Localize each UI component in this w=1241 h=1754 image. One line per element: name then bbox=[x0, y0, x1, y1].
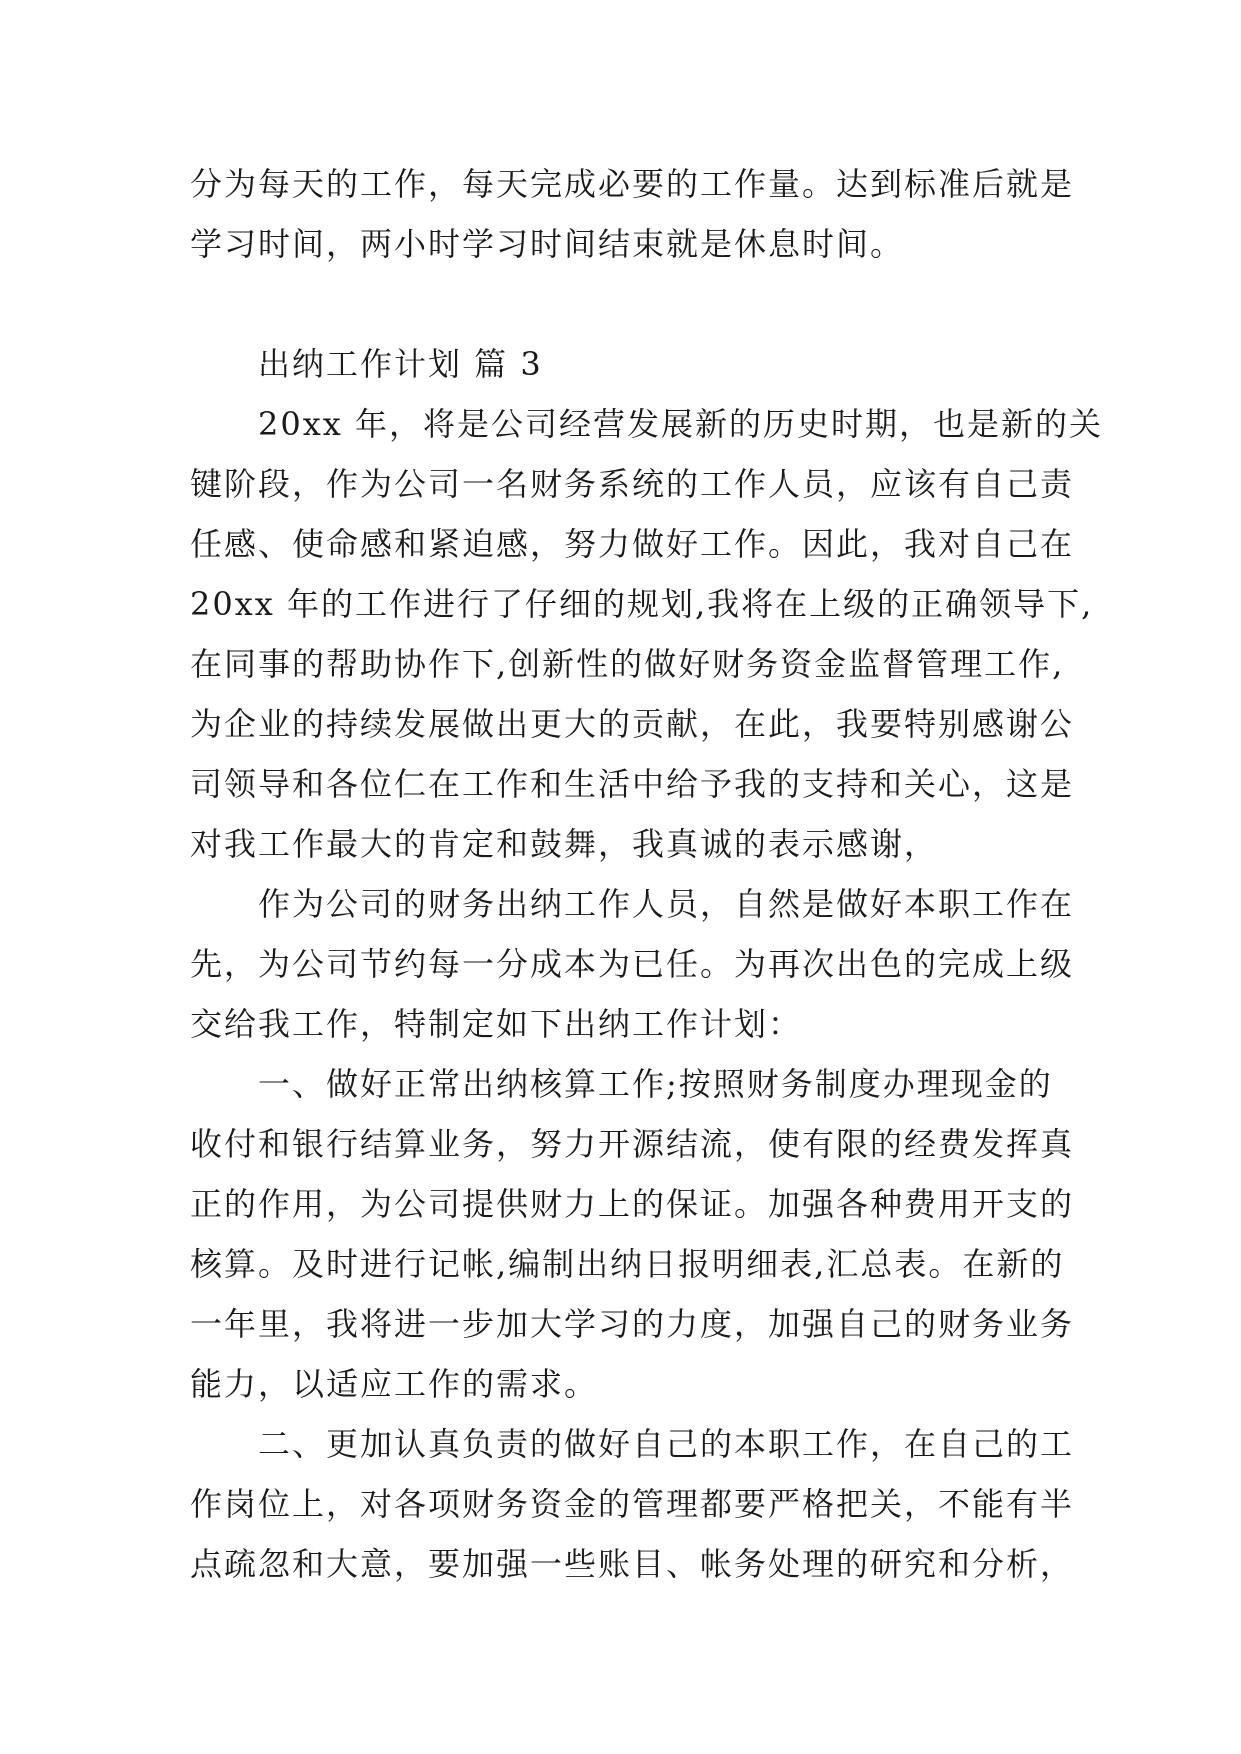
text-line: 正的作用，为公司提供财力上的保证。加强各种费用开支的 bbox=[190, 1185, 1075, 1223]
text-line: 先，为公司节约每一分成本为已任。为再次出色的完成上级 bbox=[190, 945, 1075, 983]
section-heading: 出纳工作计划 篇 3 bbox=[258, 345, 543, 383]
text-line: 分为每天的工作，每天完成必要的工作量。达到标准后就是 bbox=[190, 165, 1075, 203]
text-line: 对我工作最大的肯定和鼓舞，我真诚的表示感谢， bbox=[190, 825, 939, 863]
text-line: 点疏忽和大意，要加强一些账目、帐务处理的研究和分析， bbox=[190, 1545, 1075, 1583]
continuation-text bbox=[190, 154, 1075, 274]
text-line: 作岗位上，对各项财务资金的管理都要严格把关，不能有半 bbox=[190, 1485, 1075, 1523]
body-text bbox=[190, 394, 1103, 1594]
text-line: 20xx 年，将是公司经营发展新的历史时期，也是新的关 bbox=[258, 405, 1103, 443]
paragraph-4 bbox=[190, 1414, 1075, 1594]
paragraph-3 bbox=[190, 1054, 1075, 1414]
text-line: 核算。及时进行记帐,编制出纳日报明细表,汇总表。在新的 bbox=[190, 1245, 1065, 1283]
text-line: 二、更加认真负责的做好自己的本职工作，在自己的工 bbox=[258, 1425, 1075, 1463]
text-line: 一、做好正常出纳核算工作;按照财务制度办理现金的 bbox=[258, 1065, 1053, 1103]
text-line: 20xx 年的工作进行了仔细的规划,我将在上级的正确领导下, bbox=[190, 585, 1094, 623]
text-line: 为企业的持续发展做出更大的贡献，在此，我要特别感谢公 bbox=[190, 705, 1075, 743]
paragraph-2 bbox=[190, 874, 1075, 1054]
text-line: 在同事的帮助协作下,创新性的做好财务资金监督管理工作, bbox=[190, 645, 1065, 683]
text-line: 键阶段，作为公司一名财务系统的工作人员，应该有自己责 bbox=[190, 465, 1075, 503]
text-line: 作为公司的财务出纳工作人员，自然是做好本职工作在 bbox=[258, 885, 1075, 923]
text-line: 司领导和各位仁在工作和生活中给予我的支持和关心，这是 bbox=[190, 765, 1075, 803]
text-line: 任感、使命感和紧迫感，努力做好工作。因此，我对自己在 bbox=[190, 525, 1075, 563]
paragraph-1 bbox=[190, 394, 1103, 874]
text-line: 能力，以适应工作的需求。 bbox=[190, 1365, 599, 1403]
section-heading-block bbox=[190, 334, 1060, 394]
text-line: 学习时间，两小时学习时间结束就是休息时间。 bbox=[190, 225, 905, 263]
text-line: 交给我工作，特制定如下出纳工作计划： bbox=[190, 1005, 803, 1043]
text-line: 一年里，我将进一步加大学习的力度，加强自己的财务业务 bbox=[190, 1305, 1075, 1343]
text-line: 收付和银行结算业务，努力开源结流，使有限的经费发挥真 bbox=[190, 1125, 1075, 1163]
